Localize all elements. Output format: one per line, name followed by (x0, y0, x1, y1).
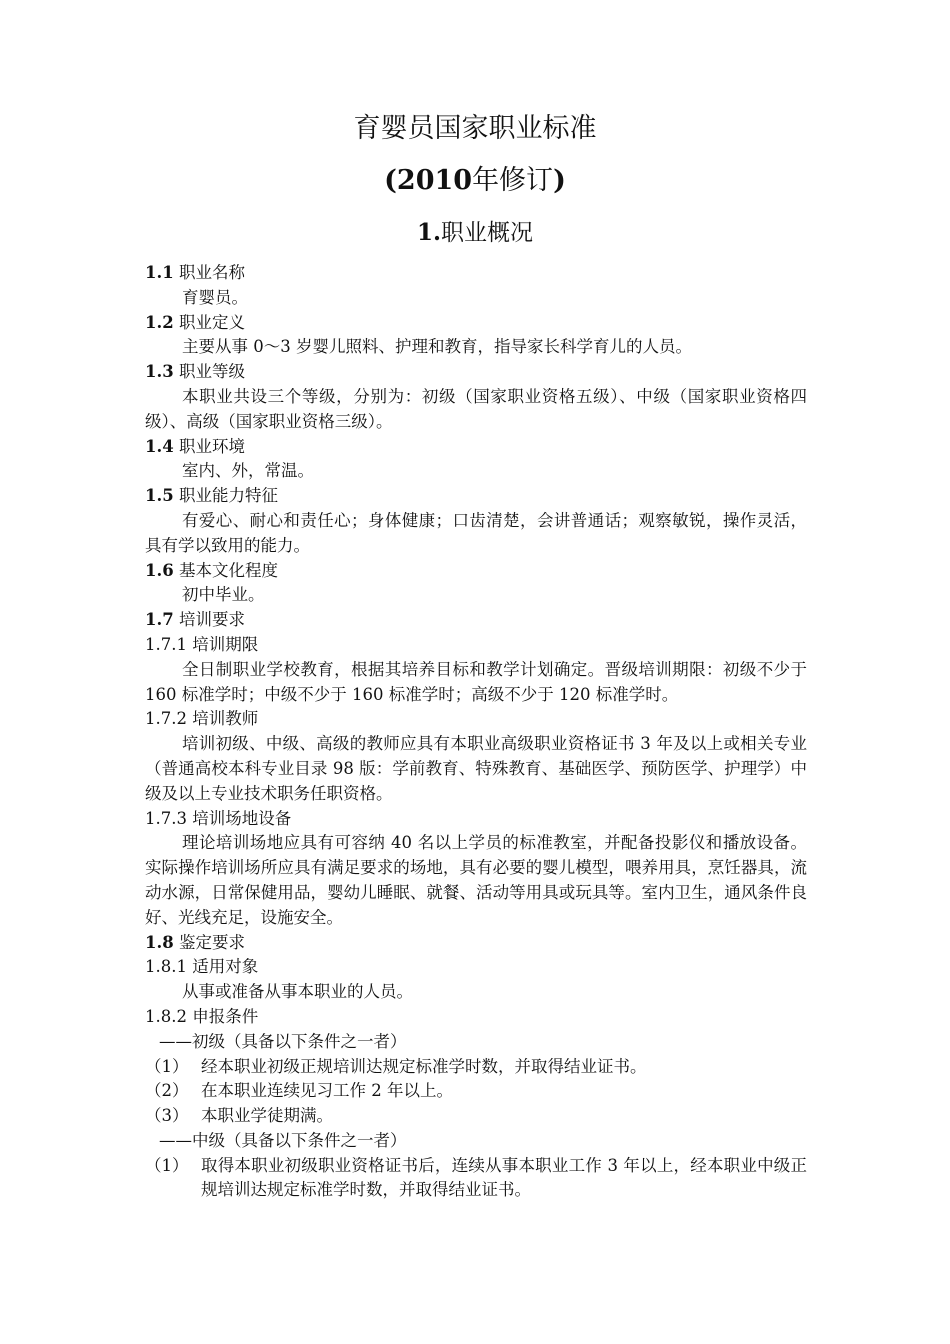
heading-label: 职业名称 (178, 263, 245, 282)
document-body (145, 261, 807, 1203)
heading-label: 职业能力特征 (178, 486, 278, 506)
heading-1-5 (145, 484, 807, 509)
list-item (145, 1079, 807, 1104)
paragraph-1-6: 初中毕业。 (182, 585, 265, 605)
paragraph-1-3: 本职业共设三个等级，分别为：初级（国家职业资格五级）、中级（国家职业资格四级）、高级（国家职业资格三级）。 (145, 386, 807, 431)
paragraph-1-5: 有爱心、耐心和责任心；身体健康；口齿清楚，会讲普通话；观察敏锐，操作灵活，具有学以致用的能力。 (145, 510, 807, 555)
paragraph-1-1: 育婴员。 (182, 287, 248, 307)
heading-number: 1.1 (145, 263, 174, 282)
heading-number: 1.2 (145, 312, 174, 332)
list-item-text: 经本职业初级正规培训达规定标准学时数，并取得结业证书。 (201, 1056, 647, 1076)
heading-number: 1.3 (145, 362, 174, 382)
paragraph-1-8-1: 从事或准备从事本职业的人员。 (182, 982, 413, 1002)
heading-1-8-2: 1.8.2 申报条件 (145, 1006, 259, 1026)
paragraph-1-2: 主要从事 0～3 岁婴儿照料、护理和教育，指导家长科学育儿的人员。 (182, 337, 692, 357)
list-item-text: 取得本职业初级职业资格证书后，连续从事本职业工作 3 年以上，经本职业中级正规培训达规定标准学时数，并取得结业证书。 (201, 1155, 807, 1200)
section-name: 职业概况 (441, 220, 533, 246)
heading-label: 基本文化程度 (178, 560, 278, 580)
heading-1-4 (145, 435, 807, 460)
heading-1-7-2: 1.7.2 培训教师 (145, 709, 259, 729)
list-item-text: 本职业学徒期满。 (201, 1106, 333, 1126)
heading-1-8 (145, 931, 807, 956)
paragraph-1-7-1: 全日制职业学校教育，根据其培养目标和教学计划确定。晋级培训期限：初级不少于 160 标准学时；中级不少于 160 标准学时；高级不少于 120 标准学时。 (145, 659, 807, 704)
heading-label: 职业环境 (178, 436, 245, 456)
heading-label: 职业等级 (178, 362, 245, 382)
heading-number: 1.5 (145, 486, 174, 506)
subtitle-year: (2010 (384, 165, 473, 196)
heading-number: 1.8 (145, 932, 174, 952)
list-item-number: （1） (145, 1155, 189, 1175)
heading-1-1 (145, 261, 807, 286)
list-item (145, 1104, 807, 1129)
heading-number: 1.6 (145, 560, 174, 580)
list-item (145, 1154, 807, 1204)
heading-label: 鉴定要求 (178, 932, 245, 952)
list-item-number: （3） (145, 1106, 189, 1126)
heading-number: 1.7 (145, 610, 174, 630)
heading-1-7-1: 1.7.1 培训期限 (145, 634, 259, 654)
heading-number: 1.4 (145, 436, 174, 456)
section-number: 1. (416, 219, 441, 246)
intermediate-level-heading: ——中级（具备以下条件之一者） (159, 1130, 407, 1150)
heading-1-7 (145, 608, 807, 633)
list-item-number: （2） (145, 1081, 189, 1101)
heading-label: 培训要求 (178, 610, 245, 630)
document-subtitle (0, 165, 950, 197)
list-item-number: （1） (145, 1056, 189, 1076)
subtitle-text: 年修订 (472, 165, 554, 196)
list-item-text: 在本职业连续见习工作 2 年以上。 (201, 1081, 453, 1101)
subtitle-close: ) (553, 165, 566, 196)
section-title (0, 218, 950, 248)
heading-label: 职业定义 (178, 312, 245, 332)
primary-level-heading: ——初级（具备以下条件之一者） (159, 1031, 407, 1051)
heading-1-6 (145, 559, 807, 584)
document-title: 育婴员国家职业标准 (353, 113, 597, 144)
list-item (145, 1055, 807, 1080)
heading-1-8-1: 1.8.1 适用对象 (145, 957, 259, 977)
paragraph-1-7-2: 培训初级、中级、高级的教师应具有本职业高级职业资格证书 3 年及以上或相关专业（普通高校本科专业目录 98 版：学前教育、特殊教育、基础医学、预防医学、护理学）中级及以上专业技术职务任职资格。 (145, 734, 807, 803)
paragraph-1-7-3: 理论培训场地应具有可容纳 40 名以上学员的标准教室，并配备投影仪和播放设备。实际操作培训场所应具有满足要求的场地，具有必要的婴儿模型，喂养用具，烹饪器具，流动水源，日常保健用品，婴幼儿睡眠、就餐、活动等用具或玩具等。室内卫生，通风条件良好、光线充足，设施安全。 (145, 833, 807, 927)
heading-1-2 (145, 311, 807, 336)
heading-1-7-3: 1.7.3 培训场地设备 (145, 808, 292, 828)
heading-1-3 (145, 360, 807, 385)
paragraph-1-4: 室内、外，常温。 (182, 461, 314, 481)
